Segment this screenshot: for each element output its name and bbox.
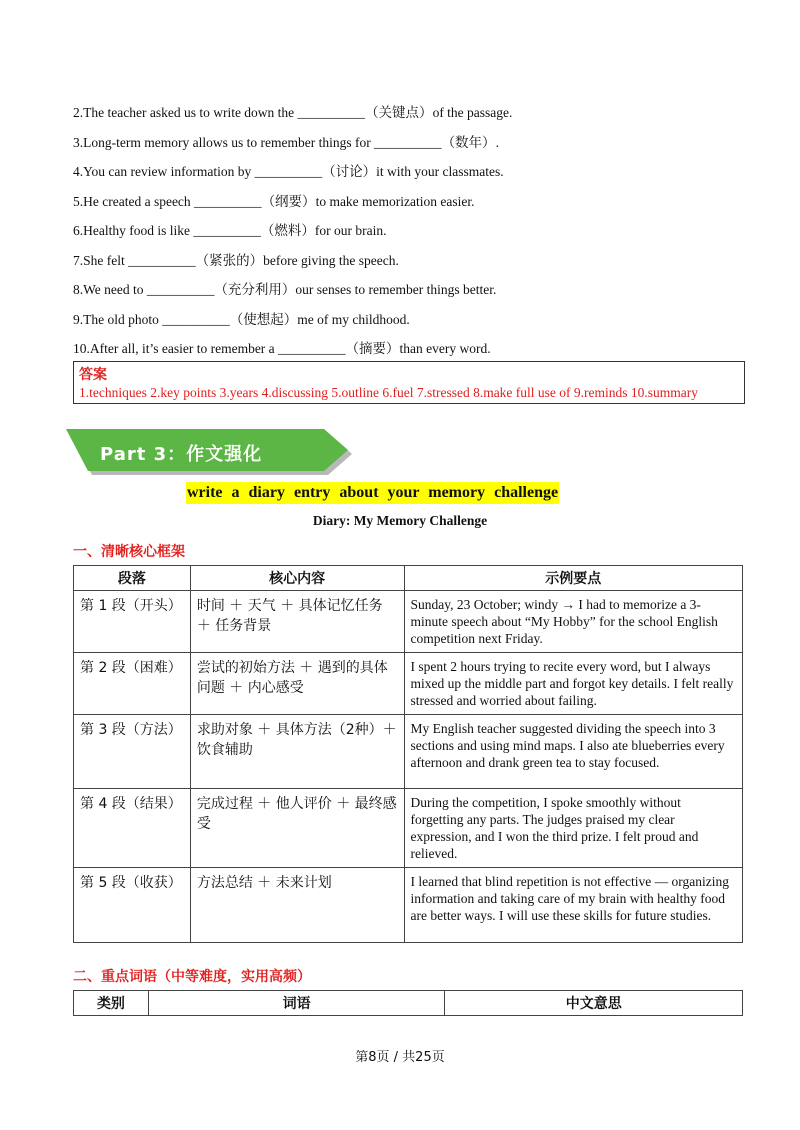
question-text: 6.Healthy food is like __________ — [73, 223, 261, 238]
question-text-after: . — [495, 134, 499, 150]
question-item — [73, 250, 743, 280]
para-cell: 第 1 段（开头） — [74, 591, 191, 653]
table-row — [74, 715, 743, 789]
answer-box — [73, 361, 745, 404]
page-footer: 第8页 / 共25页 — [355, 1050, 445, 1065]
question-text: 5.He created a speech __________ — [73, 193, 262, 209]
question-text: 4.You can review information by __________ — [73, 164, 323, 179]
table-row — [74, 789, 743, 868]
question-text: 3.Long-term memory allows us to remember things for __________ — [73, 134, 442, 150]
question-hint: （关键点） — [365, 105, 433, 121]
column-header: 词语 — [148, 991, 445, 1016]
core-cell: 完成过程 ＋ 他人评价 ＋ 最终感受 — [190, 789, 404, 868]
question-text-after: before giving the speech. — [263, 252, 399, 268]
question-item — [73, 161, 743, 191]
question-hint: （纲要） — [261, 193, 316, 210]
example-cell: Sunday, 23 October; windy → I had to memorize a 3-minute speech about “My Hobby” for the school English competition next Friday. — [404, 591, 743, 653]
para-cell: 第 3 段（方法） — [74, 715, 191, 789]
example-cell: I spent 2 hours trying to recite every word, but I always mixed up the middle part and forgot key details. I felt really stressed and worried about failing. — [404, 653, 743, 715]
writing-prompt: write a diary entry about your memory challenge — [186, 482, 559, 504]
para-cell: 第 4 段（结果） — [74, 789, 191, 868]
example-cell: I learned that blind repetition is not effective — organizing information and taking care of my brain with healthy food are better ways. I will use these skills for future studies. — [404, 868, 743, 943]
core-cell: 时间 ＋ 天气 ＋ 具体记忆任务 ＋ 任务背景 — [190, 591, 404, 653]
question-item — [73, 102, 743, 132]
question-text: 2.The teacher asked us to write down the __________ — [73, 105, 366, 120]
para-cell: 第 2 段（困难） — [74, 653, 191, 715]
example-cell: During the competition, I spoke smoothly without forgetting any parts. The judges praised my clear expression, and I won the third prize. I felt proud and relieved. — [404, 789, 743, 868]
banner-label: Part 3：作文强化 — [100, 444, 263, 465]
question-item — [73, 279, 743, 309]
section-heading: 二、重点词语（中等难度，实用高频） — [73, 969, 311, 985]
question-list — [73, 102, 743, 368]
question-hint: （使想起） — [229, 311, 298, 328]
question-text-after: it with your classmates. — [376, 164, 504, 179]
question-hint: （充分利用） — [214, 282, 296, 298]
column-header: 核心内容 — [190, 566, 404, 591]
table-row — [74, 591, 743, 653]
question-text: 8.We need to __________ — [73, 282, 215, 297]
question-item — [73, 220, 743, 250]
answer-text: 1.techniques 2.key points 3.years 4.discussing 5.outline 6.fuel 7.stressed 8.make full use of 9.reminds 10.summary — [79, 385, 699, 400]
para-cell: 第 5 段（收获） — [74, 868, 191, 943]
question-text-after: for our brain. — [314, 223, 387, 238]
diary-title: Diary: My Memory Challenge — [312, 513, 488, 528]
table-header-row — [74, 566, 743, 591]
core-cell: 求助对象 ＋ 具体方法（2种）＋ 饮食辅助 — [190, 715, 404, 789]
column-header: 中文意思 — [445, 991, 743, 1016]
column-header: 类别 — [74, 991, 149, 1016]
question-text-after: than every word. — [399, 341, 491, 356]
section-heading: 一、清晰核心框架 — [73, 544, 185, 560]
question-hint: （数年） — [441, 134, 496, 151]
table-row — [74, 868, 743, 943]
question-text-after: me of my childhood. — [297, 311, 410, 327]
question-item — [73, 309, 743, 339]
question-hint: （燃料） — [260, 223, 315, 239]
example-cell: My English teacher suggested dividing the speech into 3 sections and using mind maps. I also ate blueberries every afternoon and drank green tea to stay focused. — [404, 715, 743, 789]
framework-table — [73, 565, 743, 943]
question-text: 9.The old photo __________ — [73, 311, 230, 327]
question-item — [73, 132, 743, 162]
column-header: 段落 — [74, 566, 191, 591]
question-text-after: of the passage. — [432, 105, 513, 120]
core-cell: 尝试的初始方法 ＋ 遇到的具体问题 ＋ 内心感受 — [190, 653, 404, 715]
question-text-after: our senses to remember things better. — [295, 282, 497, 297]
answer-title: 答案 — [79, 367, 107, 383]
column-header: 示例要点 — [404, 566, 743, 591]
question-item — [73, 191, 743, 221]
question-text-after: to make memorization easier. — [315, 193, 475, 209]
question-text: 10.After all, it’s easier to remember a __________ — [73, 341, 346, 356]
question-hint: （讨论） — [322, 164, 377, 180]
question-text: 7.She felt __________ — [73, 252, 196, 268]
question-hint: （摘要） — [345, 341, 400, 357]
core-cell: 方法总结 ＋ 未来计划 — [190, 868, 404, 943]
table-row — [74, 653, 743, 715]
vocab-table — [73, 990, 743, 1016]
table-header-row — [74, 991, 743, 1016]
question-hint: （紧张的） — [195, 252, 264, 269]
